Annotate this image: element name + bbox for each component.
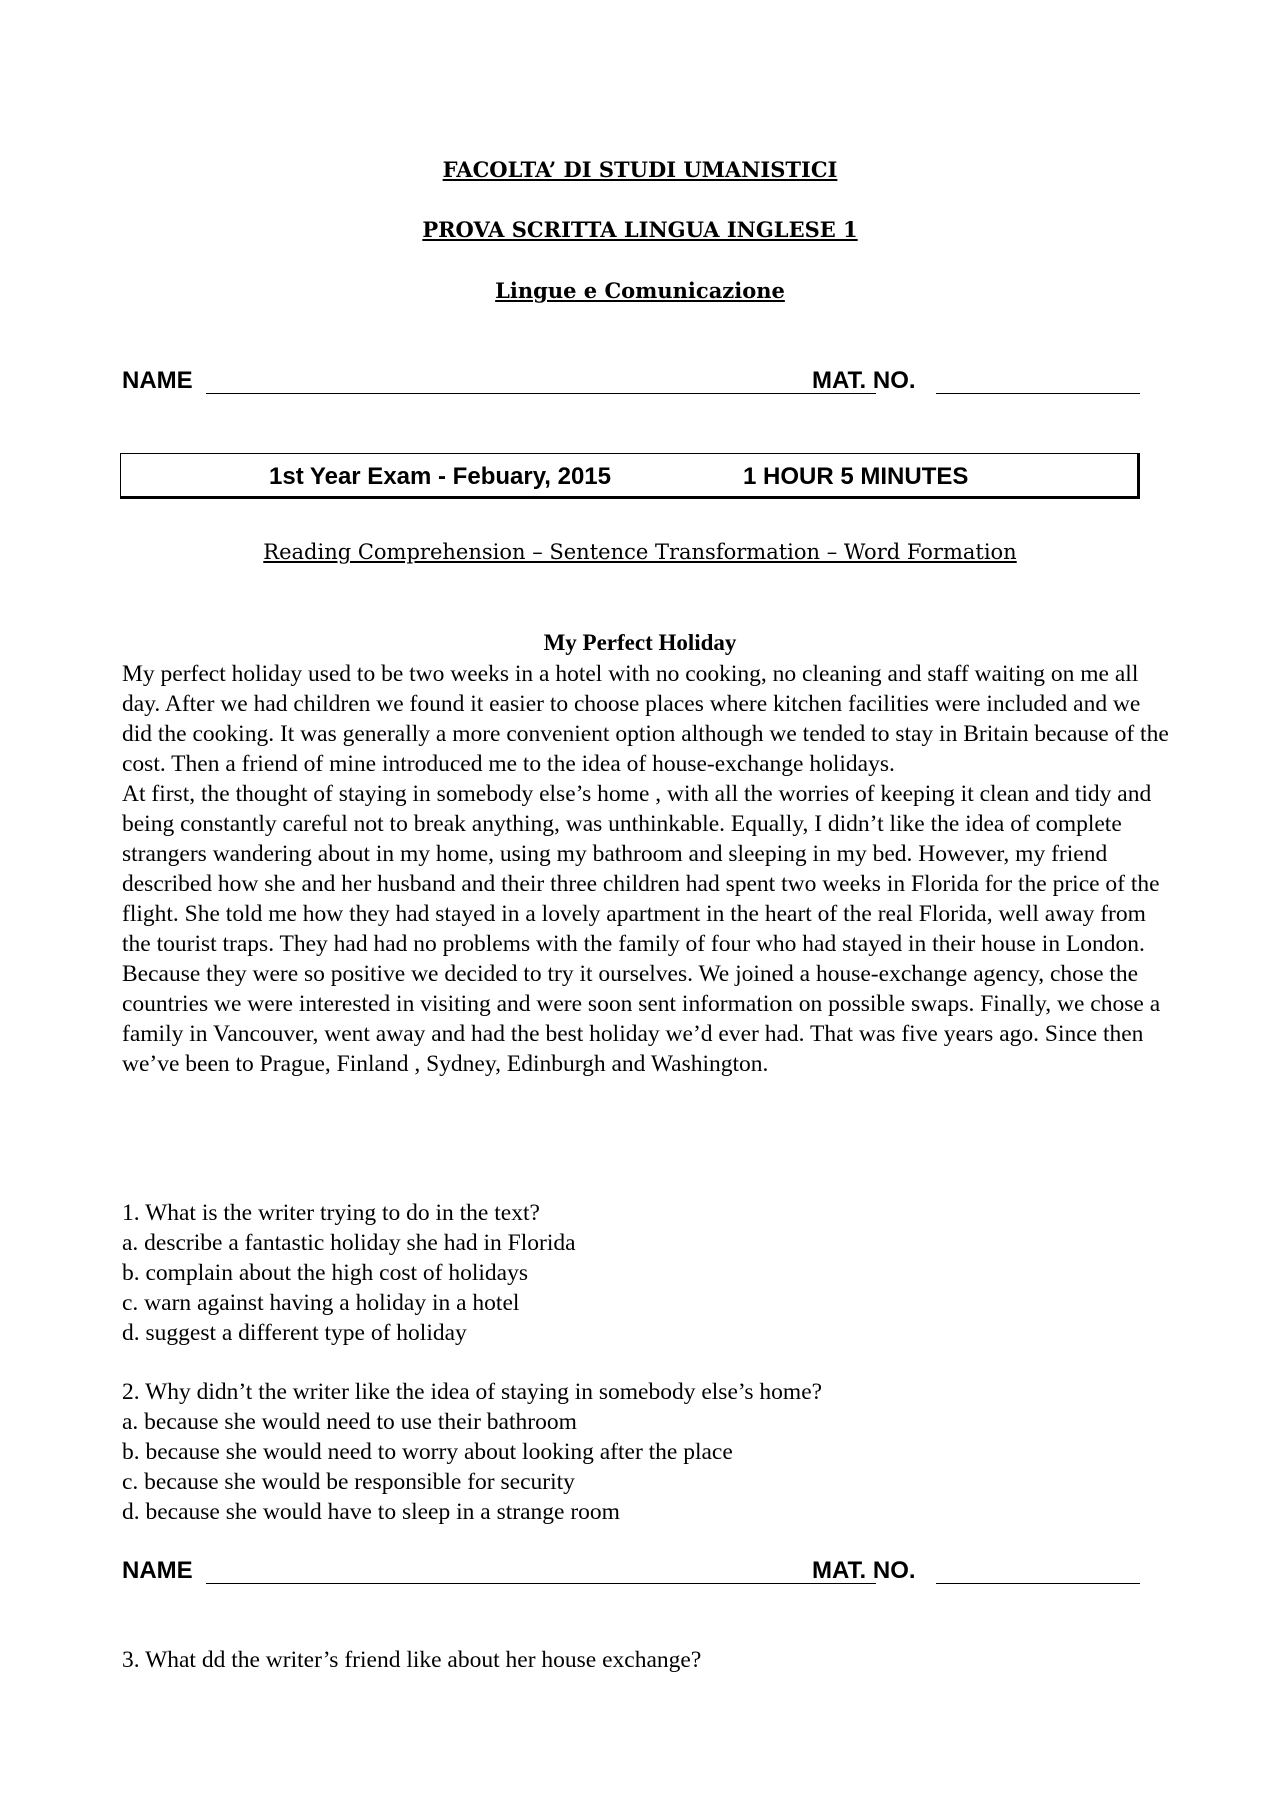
sections-subtitle: Reading Comprehension – Sentence Transformation – Word Formation [263,540,1017,564]
course-title: Lingue e Comunicazione [495,278,785,303]
student-id-row-bottom [122,1557,1162,1591]
exam-info-box [120,453,1140,499]
answer-option[interactable]: d. because she would have to sleep in a strange room [122,1499,620,1525]
story-body [122,659,1172,1079]
answer-option[interactable]: d. suggest a different type of holiday [122,1320,467,1346]
answer-option[interactable]: c. warn against having a holiday in a hotel [122,1290,520,1316]
answer-option[interactable]: b. complain about the high cost of holidays [122,1260,528,1286]
exam-date: 1st Year Exam - Febuary, 2015 [269,463,611,490]
question-1 [122,1198,1172,1348]
name-label: NAME [122,1557,193,1584]
answer-option[interactable]: c. because she would be responsible for security [122,1469,575,1495]
name-blank-line[interactable] [206,393,876,394]
student-id-row-top [122,367,1162,401]
story-paragraph: My perfect holiday used to be two weeks in a hotel with no cooking, no cleaning and staff waiting on me all day. After we had children we found it easier to choose places where kitchen facilities were included and we did the cooking. It was generally a more convenient option although we tended to stay in Britain because of the cost. Then a friend of mine introduced me to the idea of house-exchange holidays. [122,661,1169,777]
mat-no-label: MAT. NO. [812,367,916,394]
story-paragraph: Because they were so positive we decided to try it ourselves. We joined a house-exchange agency, chose the countries we were interested in visiting and were soon sent information on possible swaps. Finally, we chose a family in Vancouver, went away and had the best holiday we’d ever had. That was five years ago. Since then we’ve been to Prague, Finland , Sydney, Edinburgh and Washington. [122,961,1161,1077]
answer-option[interactable]: a. because she would need to use their bathroom [122,1409,577,1435]
question-text: 1. What is the writer trying to do in the text? [122,1200,540,1226]
answer-option[interactable]: a. describe a fantastic holiday she had in Florida [122,1230,576,1256]
name-label: NAME [122,367,193,394]
exam-duration: 1 HOUR 5 MINUTES [743,463,969,490]
question-text: 2. Why didn’t the writer like the idea of staying in somebody else’s home? [122,1379,823,1405]
story-paragraph: At first, the thought of staying in somebody else’s home , with all the worries of keeping it clean and tidy and being constantly careful not to break anything, was unthinkable. Equally, I didn’t like the idea of complete strangers wandering about in my home, using my bathroom and sleeping in my bed. However, my friend described how she and her husband and their three children had spent two weeks in Florida for the price of the flight. She told me how they had stayed in a lovely apartment in the heart of the real Florida, well away from the tourist traps. They had had no problems with the family of four who had stayed in their house in London. [122,781,1160,957]
story-title: My Perfect Holiday [543,630,737,655]
question-3 [122,1645,1172,1675]
mat-no-label: MAT. NO. [812,1557,916,1584]
faculty-heading: FACOLTA’ DI STUDI UMANISTICI [442,157,838,182]
question-text: 3. What dd the writer’s friend like about her house exchange? [122,1647,702,1673]
name-blank-line[interactable] [206,1583,876,1584]
mat-no-blank-line[interactable] [936,393,1140,394]
mat-no-blank-line[interactable] [936,1583,1140,1584]
exam-title: PROVA SCRITTA LINGUA INGLESE 1 [422,217,858,242]
answer-option[interactable]: b. because she would need to worry about looking after the place [122,1439,733,1465]
question-2 [122,1377,1172,1527]
